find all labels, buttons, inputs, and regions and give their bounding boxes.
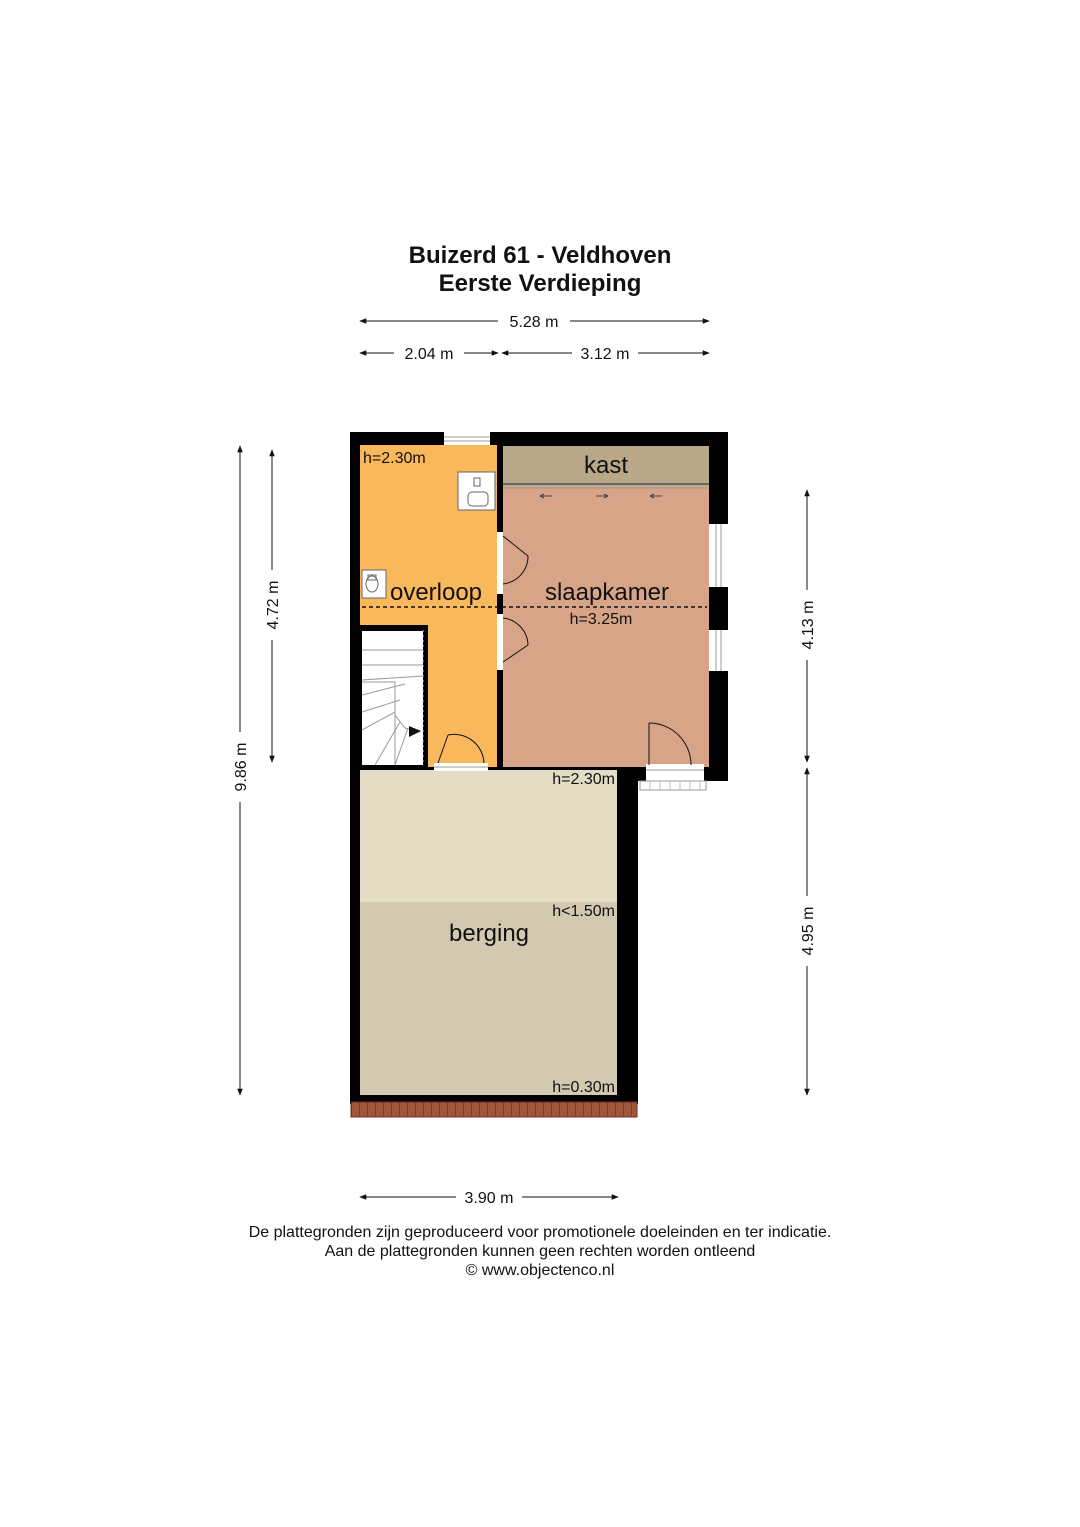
label-slaapkamer: slaapkamer (544, 579, 670, 606)
dim-upper-depth-label: 4.72 m (265, 580, 282, 630)
height-berging-bottom: h=0.30m (552, 1079, 615, 1096)
boiler-icon (362, 570, 386, 598)
balcony-door-slaapkamer (640, 764, 706, 790)
label-berging: berging (448, 920, 530, 947)
footer-disclaimer-1: De plattegronden zijn geproduceerd voor promotionele doeleinden en ter indicatie. (248, 1224, 832, 1241)
window-overloop-top (444, 432, 490, 445)
plan-address: Buizerd 61 - Veldhoven (408, 242, 672, 269)
washbasin-icon (458, 472, 495, 510)
label-kast: kast (583, 452, 629, 479)
dim-bottom-width-label: 3.90 m (464, 1190, 514, 1207)
height-berging-mid: h<1.50m (552, 903, 615, 920)
height-overloop: h=2.30m (363, 450, 426, 467)
dim-right-upper-depth-label: 4.13 m (800, 600, 817, 650)
dim-right-width-label: 3.12 m (580, 346, 630, 363)
height-berging-top: h=2.30m (552, 771, 615, 788)
dim-right-lower-depth-label: 4.95 m (800, 906, 817, 956)
dim-total-width-label: 5.28 m (509, 314, 559, 331)
roof-edge (351, 1102, 637, 1117)
dim-left-width-label: 2.04 m (404, 346, 454, 363)
label-overloop: overloop (389, 579, 483, 606)
room-berging-high (360, 770, 617, 902)
height-slaapkamer: h=3.25m (569, 611, 633, 628)
dim-total-depth-label: 9.86 m (233, 742, 250, 792)
footer-disclaimer-2: Aan de plattegronden kunnen geen rechten worden ontleend (324, 1243, 756, 1260)
staircase-icon (362, 630, 423, 765)
plan-floor-name: Eerste Verdieping (438, 270, 642, 297)
footer-copyright: © www.objectenco.nl (465, 1262, 615, 1279)
